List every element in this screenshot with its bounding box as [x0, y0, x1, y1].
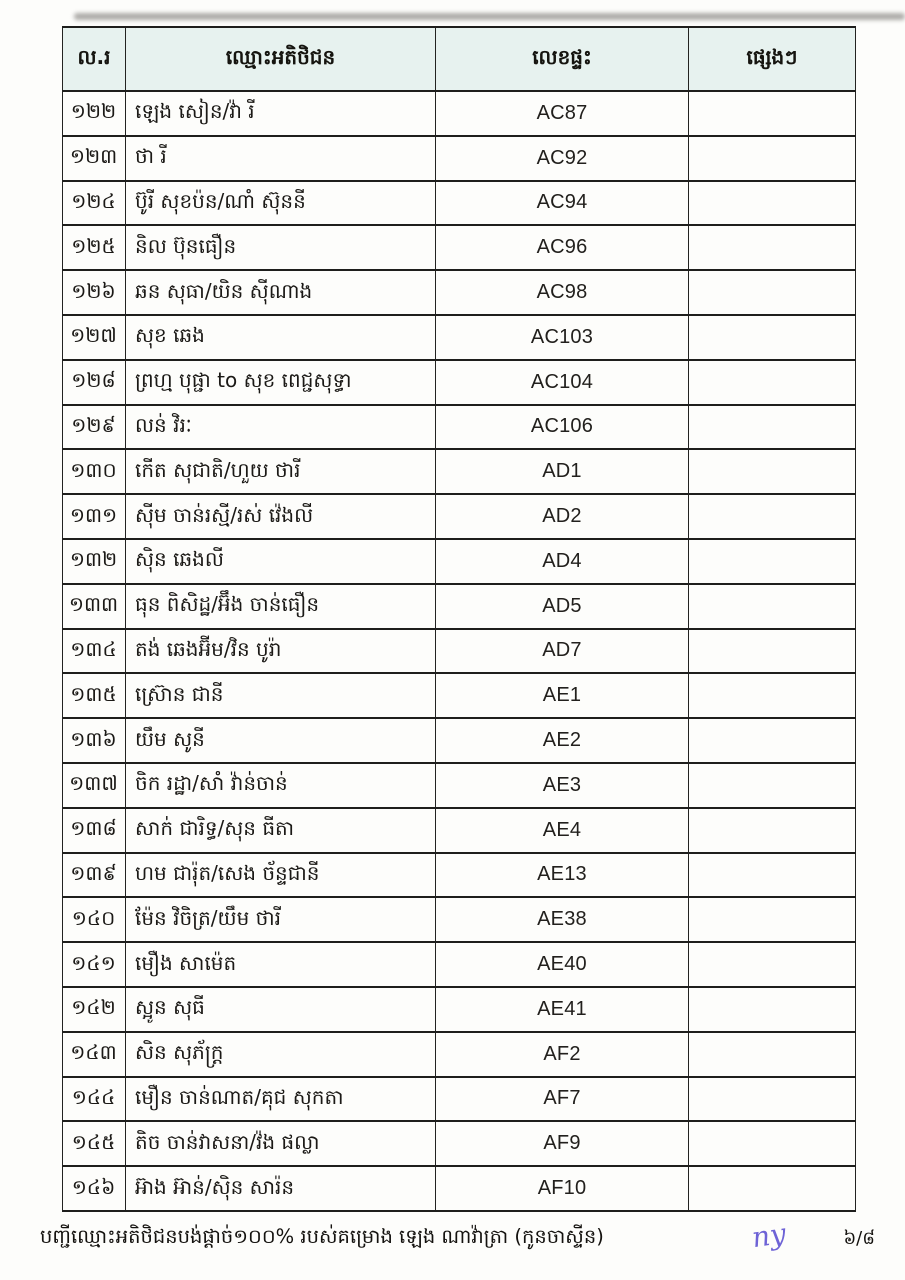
- cell-customer-name: សុខ ឆេង: [126, 315, 436, 360]
- cell-row-number: ១៣៦: [63, 718, 126, 763]
- table-row: [63, 1166, 856, 1211]
- cell-other: [689, 584, 856, 629]
- cell-other: [689, 539, 856, 584]
- cell-customer-name: អ៊ាង អ៊ាន់/ស៊ិន សារ៉ន: [126, 1166, 436, 1211]
- table-row: [63, 270, 856, 315]
- table-body: [63, 91, 856, 1211]
- cell-customer-name: តង់ ឆេងអ៊ីម/វិន បូរ៉ា: [126, 629, 436, 674]
- cell-customer-name: មឿន ចាន់ណាត/គុជ សុកតា: [126, 1077, 436, 1122]
- cell-house-number: AD7: [436, 629, 689, 674]
- cell-other: [689, 1077, 856, 1122]
- table-row: [63, 1077, 856, 1122]
- table-row: [63, 584, 856, 629]
- cell-other: [689, 136, 856, 181]
- cell-customer-name: មឿង សាម៉េត: [126, 942, 436, 987]
- cell-other: [689, 91, 856, 136]
- signature-initials: ny: [749, 1216, 788, 1255]
- cell-customer-name: ស្រ៊ោន ជានី: [126, 673, 436, 718]
- cell-row-number: ១៤១: [63, 942, 126, 987]
- cell-house-number: AE3: [436, 763, 689, 808]
- table-row: [63, 1032, 856, 1077]
- cell-row-number: ១៣៤: [63, 629, 126, 674]
- cell-other: [689, 942, 856, 987]
- table-row: [63, 942, 856, 987]
- cell-row-number: ១៣៧: [63, 763, 126, 808]
- cell-house-number: AF2: [436, 1032, 689, 1077]
- cell-row-number: ១៤៥: [63, 1121, 126, 1166]
- cell-house-number: AC103: [436, 315, 689, 360]
- table-row: [63, 718, 856, 763]
- cell-house-number: AD2: [436, 494, 689, 539]
- cell-row-number: ១៣១: [63, 494, 126, 539]
- cell-customer-name: សិន សុភ័ក្ត្រ: [126, 1032, 436, 1077]
- page-footer: [40, 1216, 875, 1255]
- table-row: [63, 494, 856, 539]
- cell-house-number: AE41: [436, 987, 689, 1032]
- table-header-row: [63, 27, 856, 91]
- cell-customer-name: យឹម សូនី: [126, 718, 436, 763]
- table-row: [63, 449, 856, 494]
- table-row: [63, 136, 856, 181]
- cell-house-number: AE13: [436, 853, 689, 898]
- cell-other: [689, 270, 856, 315]
- cell-house-number: AD5: [436, 584, 689, 629]
- table-row: [63, 987, 856, 1032]
- cell-house-number: AF9: [436, 1121, 689, 1166]
- table-row: [63, 360, 856, 405]
- cell-house-number: AE40: [436, 942, 689, 987]
- cell-customer-name: លន់ វិរៈ: [126, 405, 436, 450]
- table-row: [63, 225, 856, 270]
- cell-other: [689, 987, 856, 1032]
- table-row: [63, 808, 856, 853]
- cell-row-number: ១៣៩: [63, 853, 126, 898]
- column-header-house: លេខផ្ទះ: [436, 27, 689, 91]
- cell-customer-name: ម៉ែន វិចិត្រ/យឹម ថារី: [126, 897, 436, 942]
- cell-other: [689, 225, 856, 270]
- cell-customer-name: ស្អូន សុធី: [126, 987, 436, 1032]
- cell-other: [689, 763, 856, 808]
- customer-table: [62, 26, 856, 1212]
- column-header-other: ផ្សេងៗ: [689, 27, 856, 91]
- cell-row-number: ១៣៥: [63, 673, 126, 718]
- table-row: [63, 897, 856, 942]
- cell-customer-name: ធុន ពិសិដ្ឋ/អ៊ឹង ចាន់ធឿន: [126, 584, 436, 629]
- cell-customer-name: ព្រហ្ម បុផ្ជា to សុខ ពេជ្ជសុទ្ធា: [126, 360, 436, 405]
- cell-customer-name: ថា រី: [126, 136, 436, 181]
- cell-row-number: ១២៩: [63, 405, 126, 450]
- cell-row-number: ១៣៣: [63, 584, 126, 629]
- cell-customer-name: ហម ជារ៉ុត/សេង ច័ន្ទជានី: [126, 853, 436, 898]
- cell-other: [689, 1166, 856, 1211]
- cell-customer-name: តិច ចាន់វាសនា/វ៉ង ផល្លា: [126, 1121, 436, 1166]
- table-row: [63, 853, 856, 898]
- cell-customer-name: ឡេង សៀន/វ៉ា រី: [126, 91, 436, 136]
- table-row: [63, 673, 856, 718]
- table-row: [63, 539, 856, 584]
- cell-row-number: ១២៨: [63, 360, 126, 405]
- cell-customer-name: សាក់ ជារិទ្ធ/សុន ធីតា: [126, 808, 436, 853]
- cell-house-number: AF10: [436, 1166, 689, 1211]
- cell-house-number: AE2: [436, 718, 689, 763]
- cell-house-number: AE4: [436, 808, 689, 853]
- cell-other: [689, 718, 856, 763]
- table-row: [63, 629, 856, 674]
- cell-other: [689, 494, 856, 539]
- footer-note: បញ្ជីឈ្មោះអតិថិជនបង់ផ្តាច់១០០% របស់គម្រោង ឡេង ណាវ៉ាត្រា (កូនចាស្ទីន): [40, 1225, 604, 1248]
- cell-customer-name: និល ប៊ុនធឿន: [126, 225, 436, 270]
- cell-house-number: AD4: [436, 539, 689, 584]
- cell-other: [689, 1121, 856, 1166]
- cell-other: [689, 673, 856, 718]
- cell-row-number: ១៤៣: [63, 1032, 126, 1077]
- cell-other: [689, 405, 856, 450]
- cell-other: [689, 181, 856, 226]
- cell-customer-name: កើត សុជាតិ/ហួយ ថារី: [126, 449, 436, 494]
- table-row: [63, 181, 856, 226]
- cell-house-number: AD1: [436, 449, 689, 494]
- cell-row-number: ១៣០: [63, 449, 126, 494]
- cell-row-number: ១២៥: [63, 225, 126, 270]
- table-row: [63, 1121, 856, 1166]
- cell-row-number: ១៤៦: [63, 1166, 126, 1211]
- cell-other: [689, 315, 856, 360]
- cell-house-number: AC96: [436, 225, 689, 270]
- cell-row-number: ១២៣: [63, 136, 126, 181]
- cell-row-number: ១៣២: [63, 539, 126, 584]
- cell-row-number: ១២៧: [63, 315, 126, 360]
- cell-row-number: ១៤៤: [63, 1077, 126, 1122]
- cell-house-number: AC87: [436, 91, 689, 136]
- cell-house-number: AC106: [436, 405, 689, 450]
- scan-artifact-band: [74, 13, 905, 20]
- cell-row-number: ១២៦: [63, 270, 126, 315]
- column-header-no: ល.រ: [63, 27, 126, 91]
- page-number: ៦/៨: [843, 1228, 875, 1249]
- cell-row-number: ១៤០: [63, 897, 126, 942]
- cell-other: [689, 897, 856, 942]
- cell-customer-name: ឆន សុធា/យិន ស៊ីណាង: [126, 270, 436, 315]
- cell-house-number: AC98: [436, 270, 689, 315]
- cell-house-number: AC94: [436, 181, 689, 226]
- cell-customer-name: ប៊ូរី សុខប៉ន/ណាំ ស៊ុននី: [126, 181, 436, 226]
- cell-customer-name: ចិក រដ្ឋា/សាំ វ៉ាន់ចាន់: [126, 763, 436, 808]
- cell-row-number: ១២៤: [63, 181, 126, 226]
- cell-other: [689, 853, 856, 898]
- table-row: [63, 91, 856, 136]
- cell-house-number: AF7: [436, 1077, 689, 1122]
- table-row: [63, 315, 856, 360]
- column-header-name: ឈ្មោះអតិថិជន: [126, 27, 436, 91]
- cell-row-number: ១៤២: [63, 987, 126, 1032]
- cell-house-number: AC104: [436, 360, 689, 405]
- table-row: [63, 763, 856, 808]
- cell-house-number: AE38: [436, 897, 689, 942]
- table-row: [63, 405, 856, 450]
- cell-other: [689, 1032, 856, 1077]
- cell-other: [689, 629, 856, 674]
- cell-other: [689, 808, 856, 853]
- cell-customer-name: ស៊ីម ចាន់រស្មី/រស់ វ៉េងលី: [126, 494, 436, 539]
- cell-customer-name: ស៊ិន ឆេងលី: [126, 539, 436, 584]
- cell-row-number: ១២២: [63, 91, 126, 136]
- cell-other: [689, 360, 856, 405]
- cell-row-number: ១៣៨: [63, 808, 126, 853]
- cell-other: [689, 449, 856, 494]
- cell-house-number: AE1: [436, 673, 689, 718]
- cell-house-number: AC92: [436, 136, 689, 181]
